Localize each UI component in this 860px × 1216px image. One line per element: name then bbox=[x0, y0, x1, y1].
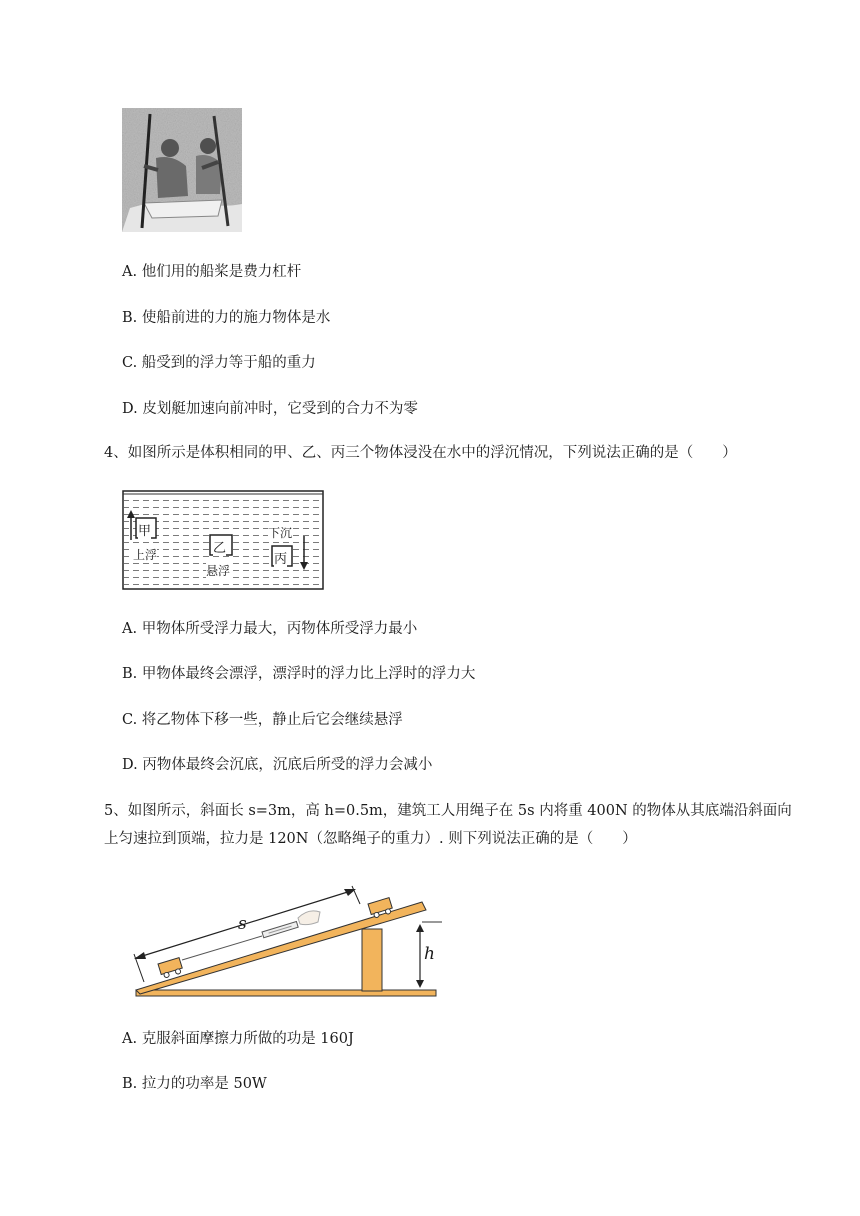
box-bing-label: 丙 bbox=[274, 548, 287, 567]
sink-label: 下沉 bbox=[268, 526, 293, 540]
option-text: 皮划艇加速向前冲时，它受到的合力不为零 bbox=[142, 401, 418, 417]
q3-option-a bbox=[122, 262, 301, 282]
option-letter: C. bbox=[122, 355, 138, 371]
option-letter: B. bbox=[122, 310, 138, 326]
option-letter: A. bbox=[122, 1031, 138, 1047]
option-text: 他们用的船桨是费力杠杆 bbox=[141, 264, 302, 280]
box-yi-label: 乙 bbox=[213, 537, 226, 556]
option-text: 克服斜面摩擦力所做的功是 160J bbox=[141, 1031, 354, 1047]
q3-option-d bbox=[122, 399, 418, 419]
q5-option-b bbox=[122, 1074, 267, 1094]
rowing-photo bbox=[122, 108, 242, 232]
option-text: 甲物体最终会漂浮，漂浮时的浮力比上浮时的浮力大 bbox=[141, 666, 476, 682]
s-label: s bbox=[238, 914, 247, 934]
option-text: 甲物体所受浮力最大，丙物体所受浮力最小 bbox=[141, 621, 418, 637]
option-letter: A. bbox=[122, 621, 138, 637]
option-text: 拉力的功率是 50W bbox=[141, 1076, 267, 1092]
float-up-label: 上浮 bbox=[133, 548, 158, 562]
water-tank-figure bbox=[122, 490, 324, 590]
q3-option-b bbox=[122, 308, 330, 328]
q5-stem-line1: 5、如图所示，斜面长 s=3m，高 h=0.5m，建筑工人用绳子在 5s 内将重 400N 的物体从其底端沿斜面向 bbox=[104, 803, 792, 819]
option-text: 将乙物体下移一些，静止后它会继续悬浮 bbox=[141, 712, 403, 728]
q4-option-c bbox=[122, 710, 403, 730]
q4-option-d bbox=[122, 755, 432, 775]
q4-stem: 4、如图所示是体积相同的甲、乙、丙三个物体浸没在水中的浮沉情况，下列说法正确的是（ ） bbox=[104, 445, 737, 461]
q5-option-a bbox=[122, 1029, 354, 1049]
q3-option-c bbox=[122, 353, 316, 373]
q4-option-a bbox=[122, 619, 417, 639]
option-letter: D. bbox=[122, 757, 138, 773]
option-letter: A. bbox=[122, 264, 138, 280]
option-text: 船受到的浮力等于船的重力 bbox=[141, 355, 316, 371]
incline-figure bbox=[122, 882, 442, 998]
h-label: h bbox=[424, 944, 435, 964]
option-text: 丙物体最终会沉底，沉底后所受的浮力会减小 bbox=[142, 757, 433, 773]
suspend-label: 悬浮 bbox=[206, 564, 231, 578]
option-letter: B. bbox=[122, 1076, 138, 1092]
option-letter: B. bbox=[122, 666, 138, 682]
q4-option-b bbox=[122, 664, 475, 684]
option-text: 使船前进的力的施力物体是水 bbox=[141, 310, 331, 326]
box-jia-label: 甲 bbox=[138, 520, 151, 539]
q5-stem-line2: 上匀速拉到顶端，拉力是 120N（忽略绳子的重力）. 则下列说法正确的是（ ） bbox=[104, 831, 637, 847]
option-letter: D. bbox=[122, 401, 138, 417]
option-letter: C. bbox=[122, 712, 138, 728]
